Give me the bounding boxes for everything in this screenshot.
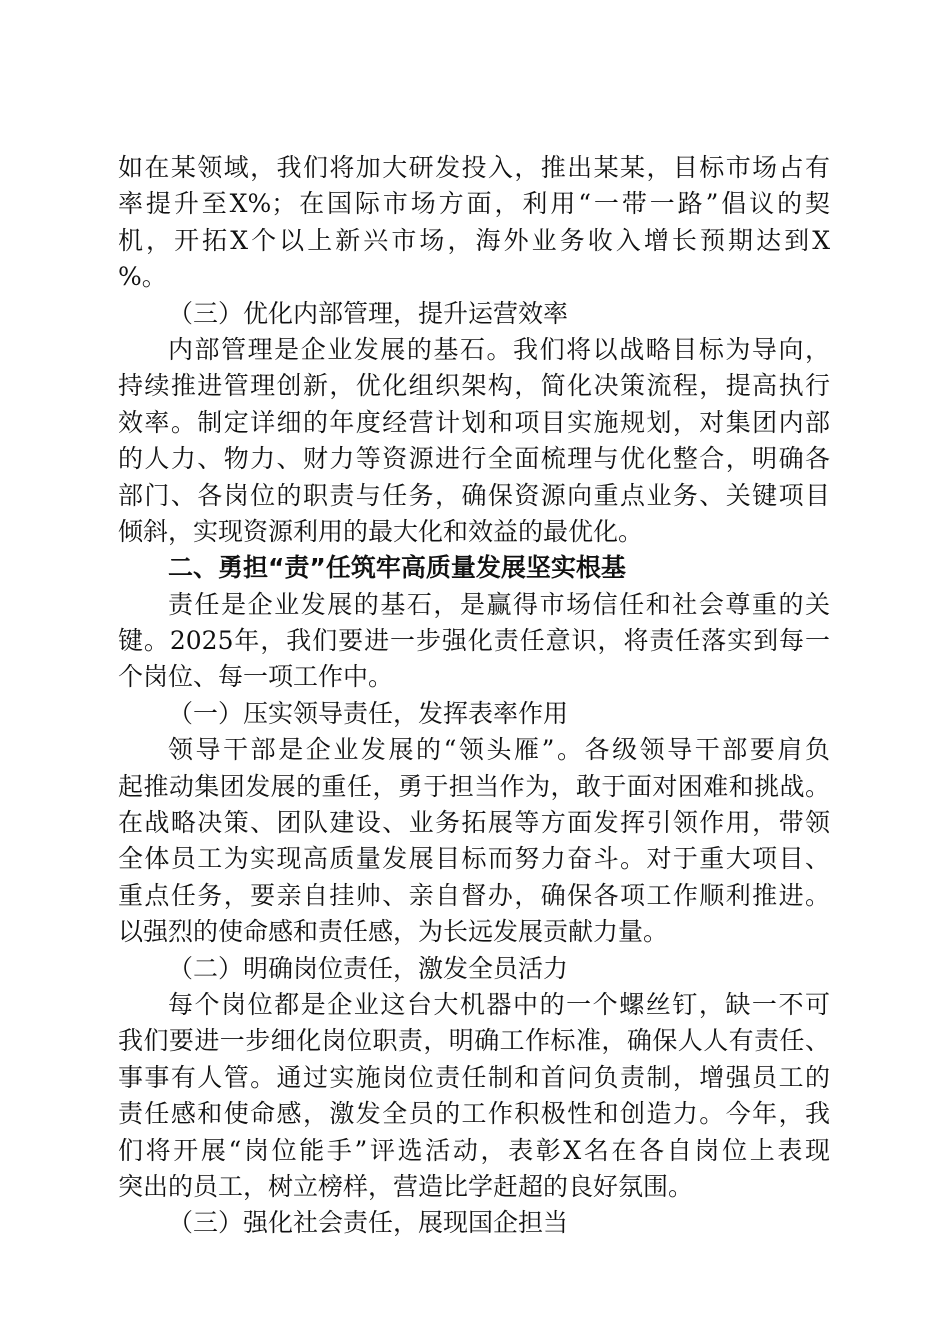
text-line: 们将开展“岗位能手”评选活动，表彰X名在各自岗位上表现: [118, 1135, 830, 1165]
section-subheading: （二）明确岗位责任，激发全员活力: [168, 953, 569, 983]
text-line: 全体员工为实现高质量发展目标而努力奋斗。对于重大项目、: [118, 844, 830, 874]
text-line: 以强烈的使命感和责任感，为长远发展贡献力量。: [118, 917, 669, 947]
text-line: 倾斜，实现资源利用的最大化和效益的最优化。: [118, 516, 644, 546]
text-line: 突出的员工，树立榜样，营造比学赶超的良好氛围。: [118, 1171, 694, 1201]
section-subheading: （三）优化内部管理，提升运营效率: [168, 298, 569, 328]
text-line: 责任感和使命感，激发全员的工作积极性和创造力。今年，我: [118, 1099, 830, 1129]
text-line: 持续推进管理创新，优化组织架构，简化决策流程，提高执行: [118, 371, 830, 401]
text-line: 重点任务，要亲自挂帅、亲自督办，确保各项工作顺利推进。: [118, 880, 830, 910]
section-subheading: （三）强化社会责任，展现国企担当: [168, 1208, 569, 1238]
text-line: 机，开拓X个以上新兴市场，海外业务收入增长预期达到X: [118, 225, 830, 255]
text-line: 我们要进一步细化岗位职责，明确工作标准，确保人人有责任、: [118, 1026, 830, 1056]
text-line: 率提升至X%；在国际市场方面，利用“一带一路”倡议的契: [118, 189, 830, 219]
section-heading: 二、勇担“责”任筑牢高质量发展坚实根基: [168, 553, 626, 583]
document-body: [118, 150, 830, 1242]
text-line: %。: [118, 262, 167, 292]
paragraph-first-line: 领导干部是企业发展的“领头雁”。各级领导干部要肩负: [168, 735, 830, 765]
paragraph-first-line: 责任是企业发展的基石，是赢得市场信任和社会尊重的关: [168, 589, 830, 619]
text-line: 事事有人管。通过实施岗位责任制和首问负责制，增强员工的: [118, 1062, 830, 1092]
text-line: 的人力、物力、财力等资源进行全面梳理与优化整合，明确各: [118, 444, 830, 474]
paragraph-first-line: 每个岗位都是企业这台大机器中的一个螺丝钉，缺一不可: [168, 989, 830, 1019]
text-line: 在战略决策、团队建设、业务拓展等方面发挥引领作用，带领: [118, 808, 830, 838]
text-line: 个岗位、每一项工作中。: [118, 662, 394, 692]
text-line: 键。2025年，我们要进一步强化责任意识，将责任落实到每一: [118, 626, 830, 656]
section-subheading: （一）压实领导责任，发挥表率作用: [168, 698, 569, 728]
text-line: 效率。制定详细的年度经营计划和项目实施规划，对集团内部: [118, 407, 830, 437]
text-line: 如在某领域，我们将加大研发投入，推出某某，目标市场占有: [118, 153, 830, 182]
text-line: 部门、各岗位的职责与任务，确保资源向重点业务、关键项目: [118, 480, 830, 510]
paragraph-first-line: 内部管理是企业发展的基石。我们将以战略目标为导向，: [168, 334, 830, 364]
text-line: 起推动集团发展的重任，勇于担当作为，敢于面对困难和挑战。: [118, 771, 830, 801]
